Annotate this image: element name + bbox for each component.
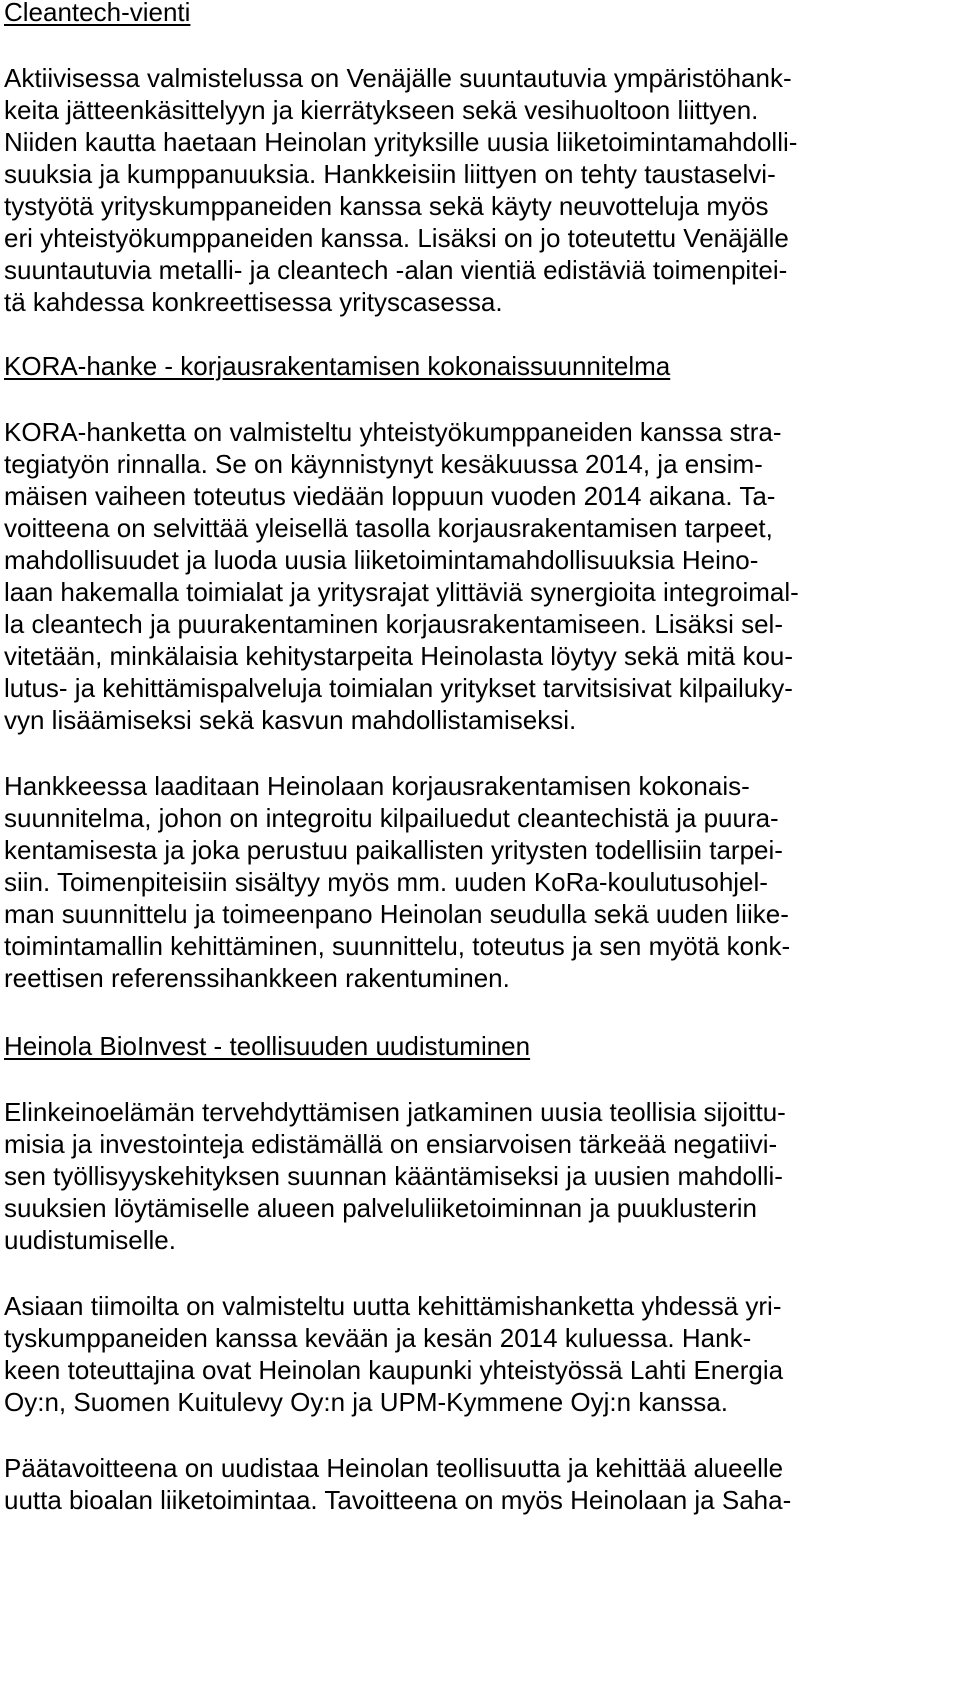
paragraph-line: la cleantech ja puurakentaminen korjausrakentamiseen. Lisäksi sel-: [4, 609, 783, 639]
paragraph-line: Niiden kautta haetaan Heinolan yrityksille uusia liiketoimintamahdolli-: [4, 127, 798, 157]
paragraph-line: uudistumiselle.: [4, 1225, 176, 1255]
paragraph-line: mäisen vaiheen toteutus viedään loppuun vuoden 2014 aikana. Ta-: [4, 481, 776, 511]
section-heading-bioinvest: Heinola BioInvest - teollisuuden uudistuminen: [4, 1031, 531, 1061]
paragraph-line: Asiaan tiimoilta on valmisteltu uutta kehittämishanketta yhdessä yri-: [4, 1291, 782, 1321]
paragraph-line: keen toteuttajina ovat Heinolan kaupunki yhteistyössä Lahti Energia: [4, 1355, 784, 1385]
paragraph-line: voitteena on selvittää yleisellä tasolla korjausrakentamisen tarpeet,: [4, 513, 773, 543]
paragraph-line: mahdollisuudet ja luoda uusia liiketoimintamahdollisuuksia Heino-: [4, 545, 759, 575]
paragraph-line: sen työllisyyskehityksen suunnan kääntämiseksi ja uusien mahdolli-: [4, 1161, 783, 1191]
paragraph-line: suuntautuvia metalli- ja cleantech -alan vientiä edistäviä toimenpitei-: [4, 255, 788, 285]
paragraph-line: suuksien löytämiselle alueen palveluliiketoiminnan ja puuklusterin: [4, 1193, 757, 1223]
paragraph-line: Päätavoitteena on uudistaa Heinolan teollisuutta ja kehittää alueelle: [4, 1453, 784, 1483]
paragraph-line: suunnitelma, johon on integroitu kilpailuedut cleantechistä ja puura-: [4, 803, 779, 833]
paragraph-line: man suunnittelu ja toimeenpano Heinolan seudulla sekä uuden liike-: [4, 899, 789, 929]
paragraph-line: tystyötä yrityskumppaneiden kanssa sekä käyty neuvotteluja myös: [4, 191, 769, 221]
paragraph-line: Aktiivisessa valmistelussa on Venäjälle suuntautuvia ympäristöhank-: [4, 63, 792, 93]
paragraph-line: uutta bioalan liiketoimintaa. Tavoitteena on myös Heinolaan ja Saha-: [4, 1485, 792, 1515]
paragraph-line: Hankkeessa laaditaan Heinolaan korjausrakentamisen kokonais-: [4, 771, 750, 801]
paragraph-line: suuksia ja kumppanuuksia. Hankkeisiin liittyen on tehty taustaselvi-: [4, 159, 776, 189]
paragraph-line: laan hakemalla toimialat ja yritysrajat ylittäviä synergioita integroimal-: [4, 577, 799, 607]
section-heading-kora: KORA-hanke - korjausrakentamisen kokonaissuunnitelma: [4, 351, 671, 381]
paragraph-line: lutus- ja kehittämispalveluja toimialan yritykset tarvitsisivat kilpailuky-: [4, 673, 793, 703]
paragraph-line: tegiatyön rinnalla. Se on käynnistynyt kesäkuussa 2014, ja ensim-: [4, 449, 763, 479]
paragraph-line: tä kahdessa konkreettisessa yrityscasessa.: [4, 287, 503, 317]
paragraph-line: Oy:n, Suomen Kuitulevy Oy:n ja UPM-Kymmene Oyj:n kanssa.: [4, 1387, 728, 1417]
paragraph-line: Elinkeinoelämän tervehdyttämisen jatkaminen uusia teollisia sijoittu-: [4, 1097, 786, 1127]
paragraph-line: vyn lisäämiseksi sekä kasvun mahdollistamiseksi.: [4, 705, 577, 735]
paragraph-line: KORA-hanketta on valmisteltu yhteistyökumppaneiden kanssa stra-: [4, 417, 782, 447]
paragraph-line: misia ja investointeja edistämällä on ensiarvoisen tärkeää negatiivi-: [4, 1129, 778, 1159]
paragraph-line: toimintamallin kehittäminen, suunnittelu, toteutus ja sen myötä konk-: [4, 931, 791, 961]
paragraph-line: eri yhteistyökumppaneiden kanssa. Lisäksi on jo toteutettu Venäjälle: [4, 223, 789, 253]
paragraph-line: tyskumppaneiden kanssa kevään ja kesän 2014 kuluessa. Hank-: [4, 1323, 752, 1353]
section-heading-cleantech: Cleantech-vienti: [4, 0, 191, 27]
paragraph-line: siin. Toimenpiteisiin sisältyy myös mm. uuden KoRa-koulutusohjel-: [4, 867, 768, 897]
paragraph-line: reettisen referenssihankkeen rakentuminen.: [4, 963, 510, 993]
paragraph-line: keita jätteenkäsittelyyn ja kierrätykseen sekä vesihuoltoon liittyen.: [4, 95, 759, 125]
paragraph-line: kentamisesta ja joka perustuu paikallisten yritysten todellisiin tarpei-: [4, 835, 783, 865]
paragraph-line: vitetään, minkälaisia kehitystarpeita Heinolasta löytyy sekä mitä kou-: [4, 641, 794, 671]
